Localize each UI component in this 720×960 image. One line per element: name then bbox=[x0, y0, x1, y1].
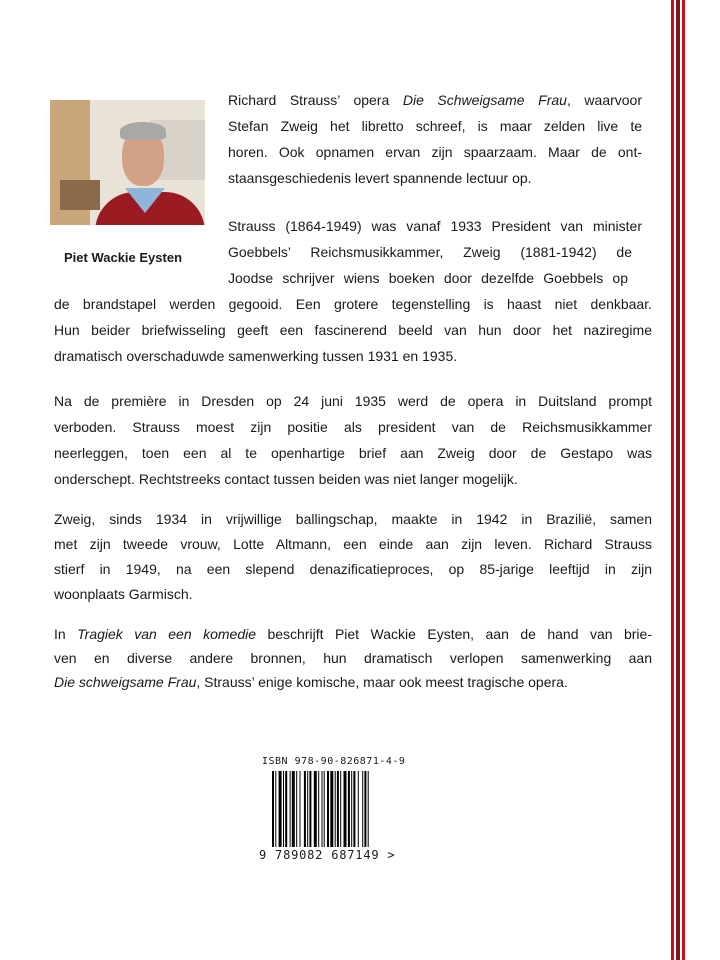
text-span: Goebbels’ Reichsmusikkammer, Zweig (1881-1942) de bbox=[228, 244, 632, 260]
barcode-bar bbox=[335, 771, 336, 847]
italic-title: Tragiek van een komedie bbox=[77, 626, 257, 642]
text-span: beschrijft Piet Wackie Eysten, aan de hand van brie- bbox=[256, 626, 652, 642]
text-line bbox=[228, 116, 642, 136]
text-span: Zweig, sinds 1934 in vrijwillige ballingschap, maakte in 1942 in Brazilië, samen bbox=[54, 511, 652, 527]
text-span: horen. Ook opnamen ervan zijn spaarzaam. Maar de ont- bbox=[228, 144, 642, 160]
text-span: , Strauss’ enige komische, maar ook meest tragische opera. bbox=[196, 674, 568, 690]
barcode-bar bbox=[330, 771, 333, 847]
text-line bbox=[54, 559, 652, 579]
barcode-bar bbox=[324, 771, 325, 847]
text-span: staansgeschiedenis levert spannende lectuur op. bbox=[228, 170, 532, 186]
text-line bbox=[54, 294, 652, 314]
text-line bbox=[228, 142, 642, 162]
text-line bbox=[54, 672, 652, 692]
barcode-bar bbox=[272, 771, 274, 847]
barcode-bar bbox=[353, 771, 355, 847]
barcode-bar bbox=[318, 771, 319, 847]
photo-caption: Piet Wackie Eysten bbox=[64, 250, 183, 265]
barcode bbox=[272, 771, 398, 847]
barcode-bar bbox=[279, 771, 282, 847]
text-span: Joodse schrijver wiens boeken door dezelfde Goebbels op bbox=[228, 270, 628, 286]
barcode-bar bbox=[362, 771, 363, 847]
text-span: neerleggen, toen een al te openhartige brief aan Zweig door de Gestapo was bbox=[54, 445, 652, 461]
text-line bbox=[54, 320, 652, 340]
barcode-bar bbox=[292, 771, 295, 847]
text-line bbox=[54, 509, 652, 529]
barcode-bar bbox=[304, 771, 306, 847]
barcode-bar bbox=[340, 771, 341, 847]
text-line bbox=[54, 584, 652, 604]
barcode-digits: 9 789082 687149 > bbox=[259, 848, 396, 862]
text-line bbox=[228, 242, 632, 262]
italic-title: Die schweigsame Frau bbox=[54, 674, 197, 690]
text-span: woonplaats Garmisch. bbox=[54, 586, 193, 602]
barcode-bar bbox=[358, 771, 359, 847]
barcode-bar bbox=[275, 771, 276, 847]
text-span: ven en diverse andere bronnen, hun dramatisch verlopen samenwerking aan bbox=[54, 650, 652, 666]
text-span: Stefan Zweig het libretto schreef, is maar zelden live te bbox=[228, 118, 642, 134]
text-span: met zijn tweede vrouw, Lotte Altmann, een einde aan zijn leven. Richard Strauss bbox=[54, 536, 652, 552]
barcode-bar bbox=[307, 771, 308, 847]
barcode-bar bbox=[364, 771, 366, 847]
barcode-bar bbox=[327, 771, 329, 847]
text-line bbox=[54, 469, 652, 489]
text-span: verboden. Strauss moest zijn positie als president van de Reichsmusikkammer bbox=[54, 419, 652, 435]
barcode-bar bbox=[309, 771, 311, 847]
text-span: In bbox=[54, 626, 78, 642]
barcode-bar bbox=[300, 771, 301, 847]
border-stripe bbox=[671, 0, 674, 960]
border-stripe bbox=[682, 0, 685, 960]
text-span: dramatisch overschaduwde samenwerking tussen 1931 en 1935. bbox=[54, 348, 458, 364]
text-line bbox=[54, 346, 652, 366]
barcode-bar bbox=[337, 771, 339, 847]
barcode-bar bbox=[344, 771, 347, 847]
text-line bbox=[54, 648, 652, 668]
text-line bbox=[54, 417, 652, 437]
text-span: Strauss (1864-1949) was vanaf 1933 President van minister bbox=[228, 218, 642, 234]
text-line bbox=[54, 443, 652, 463]
text-line bbox=[228, 168, 642, 188]
author-photo bbox=[50, 100, 205, 225]
barcode-bar bbox=[348, 771, 350, 847]
barcode-bar bbox=[290, 771, 291, 847]
text-span: stierf in 1949, na een slepend denazificatieproces, op 85-jarige leeftijd in zijn bbox=[54, 561, 652, 577]
isbn-label: ISBN 978-90-826871-4-9 bbox=[262, 756, 406, 767]
barcode-bar bbox=[283, 771, 284, 847]
text-line bbox=[54, 624, 652, 644]
barcode-bar bbox=[314, 771, 317, 847]
text-span: onderschept. Rechtstreeks contact tussen beiden was niet langer mogelijk. bbox=[54, 471, 518, 487]
text-line bbox=[54, 534, 652, 554]
barcode-bar bbox=[285, 771, 287, 847]
barcode-bar bbox=[351, 771, 352, 847]
italic-title: Die Schweigsame Frau bbox=[402, 92, 567, 108]
text-line bbox=[228, 90, 642, 110]
text-span: Richard Strauss’ opera bbox=[228, 92, 403, 108]
text-line bbox=[54, 391, 652, 411]
text-span: Na de première in Dresden op 24 juni 1935 werd de opera in Duitsland prompt bbox=[54, 393, 652, 409]
text-span: Hun beider briefwisseling geeft een fascinerend beeld van hun door het naziregime bbox=[54, 322, 652, 338]
text-span: de brandstapel werden gegooid. Een grotere tegenstelling is haast niet denkbaar. bbox=[54, 296, 652, 312]
barcode-bar bbox=[322, 771, 323, 847]
text-line bbox=[228, 216, 642, 236]
text-line bbox=[228, 268, 628, 288]
barcode-bar bbox=[296, 771, 297, 847]
border-stripe bbox=[676, 0, 680, 960]
text-span: , waarvoor bbox=[566, 92, 642, 108]
barcode-bar bbox=[368, 771, 369, 847]
